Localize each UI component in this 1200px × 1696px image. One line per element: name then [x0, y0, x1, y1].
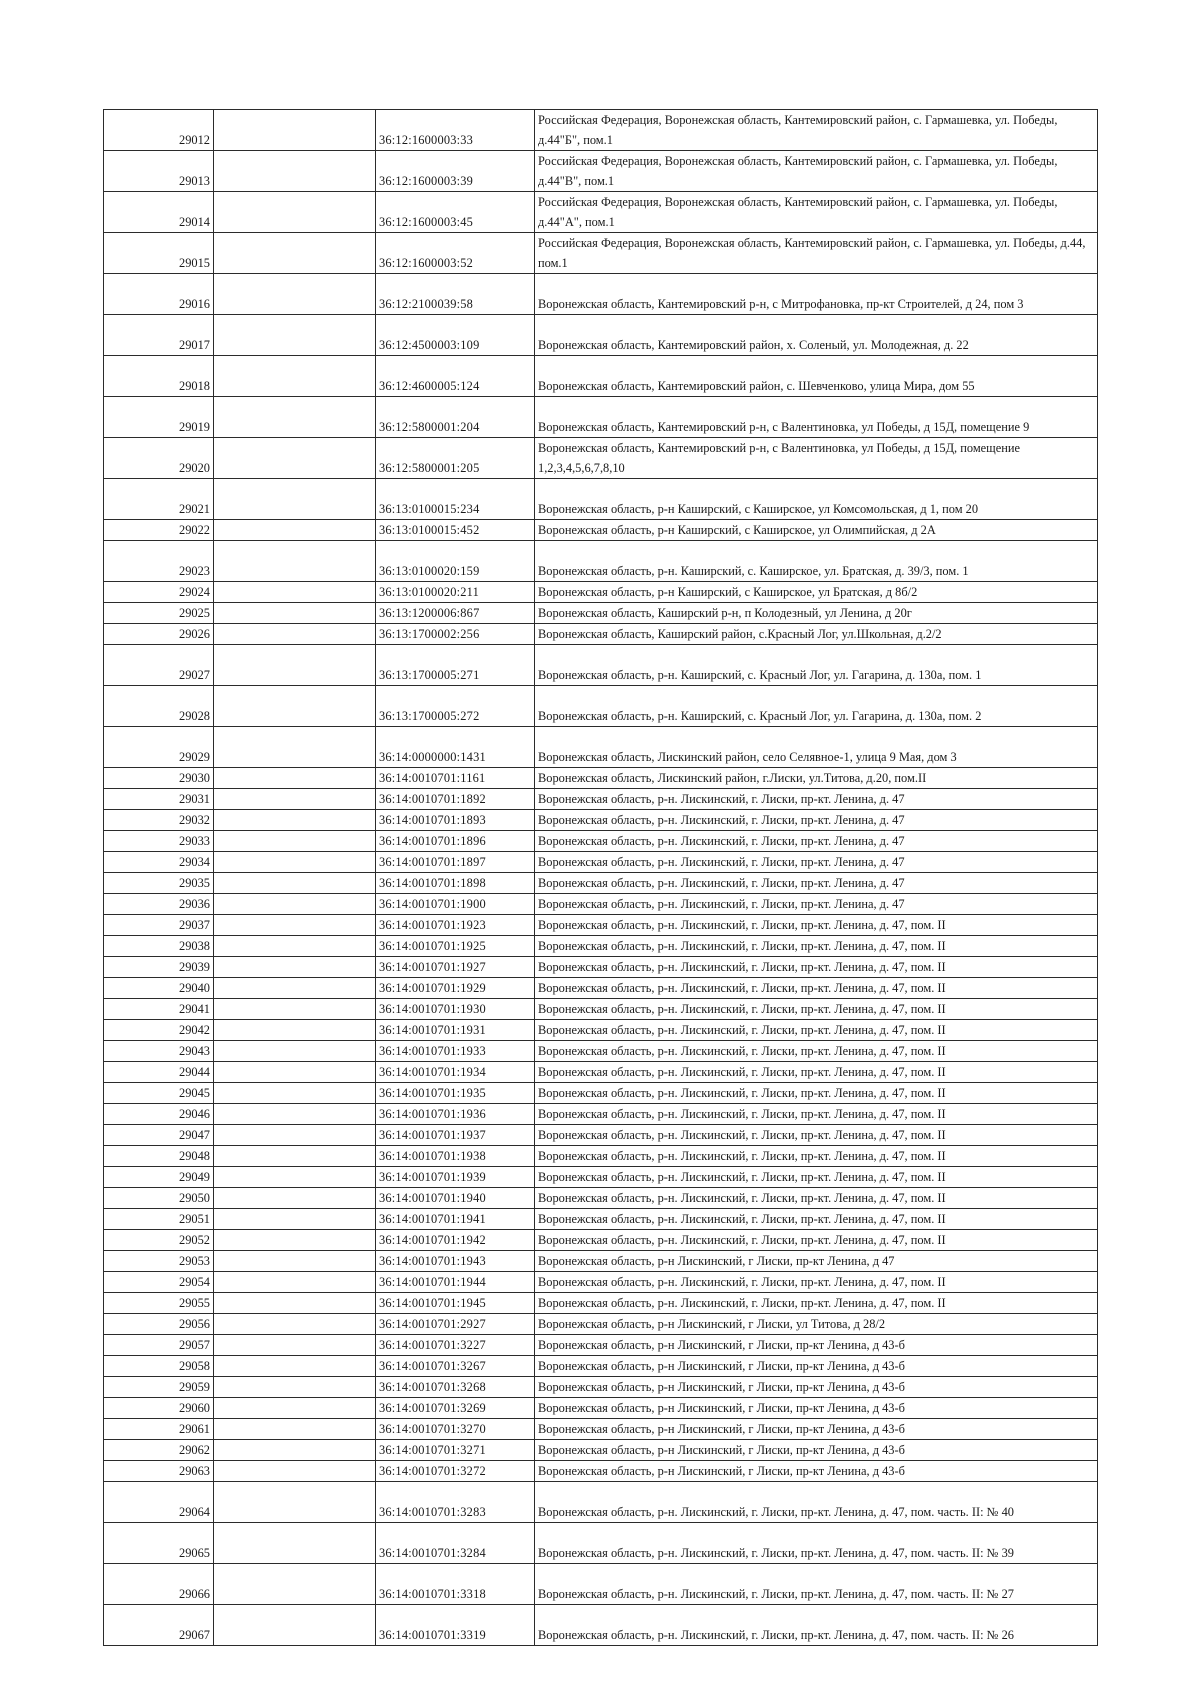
table-row [104, 1377, 1098, 1398]
row-number-cell: 29045 [104, 1083, 214, 1104]
table-row [104, 520, 1098, 541]
row-number-cell: 29062 [104, 1440, 214, 1461]
address-cell: Воронежская область, р-н. Лискинский, г. Лиски, пр-кт. Ленина, д. 47, пом. II [535, 1041, 1098, 1062]
cadastral-number-cell: 36:13:1200006:867 [376, 603, 535, 624]
empty-cell [214, 1146, 376, 1167]
row-number-cell: 29027 [104, 645, 214, 686]
row-number-cell: 29019 [104, 397, 214, 438]
row-number-cell: 29038 [104, 936, 214, 957]
address-cell: Воронежская область, Каширский район, с.Красный Лог, ул.Школьная, д.2/2 [535, 624, 1098, 645]
cadastral-number-cell: 36:14:0010701:1933 [376, 1041, 535, 1062]
row-number-cell: 29065 [104, 1523, 214, 1564]
empty-cell [214, 978, 376, 999]
address-cell: Воронежская область, р-н. Лискинский, г. Лиски, пр-кт. Ленина, д. 47 [535, 810, 1098, 831]
empty-cell [214, 789, 376, 810]
address-cell: Воронежская область, р-н. Лискинский, г. Лиски, пр-кт. Ленина, д. 47, пом. часть. II: № 39 [535, 1523, 1098, 1564]
row-number-cell: 29050 [104, 1188, 214, 1209]
row-number-cell: 29058 [104, 1356, 214, 1377]
cadastral-number-cell: 36:14:0010701:3283 [376, 1482, 535, 1523]
empty-cell [214, 768, 376, 789]
cadastral-number-cell: 36:14:0010701:1893 [376, 810, 535, 831]
empty-cell [214, 1314, 376, 1335]
table-row [104, 686, 1098, 727]
row-number-cell: 29031 [104, 789, 214, 810]
cadastral-number-cell: 36:14:0010701:1936 [376, 1104, 535, 1125]
table-row [104, 1293, 1098, 1314]
empty-cell [214, 1356, 376, 1377]
cadastral-number-cell: 36:12:1600003:52 [376, 233, 535, 274]
table-row [104, 1335, 1098, 1356]
table-row [104, 1167, 1098, 1188]
empty-cell [214, 1125, 376, 1146]
empty-cell [214, 397, 376, 438]
empty-cell [214, 1605, 376, 1646]
cadastral-number-cell: 36:14:0010701:1931 [376, 1020, 535, 1041]
empty-cell [214, 1083, 376, 1104]
table-row [104, 789, 1098, 810]
row-number-cell: 29043 [104, 1041, 214, 1062]
table-row [104, 582, 1098, 603]
table-row [104, 1041, 1098, 1062]
table-row [104, 1188, 1098, 1209]
table-row [104, 727, 1098, 768]
empty-cell [214, 582, 376, 603]
table-row [104, 936, 1098, 957]
table-row [104, 1440, 1098, 1461]
cadastral-number-cell: 36:13:0100020:211 [376, 582, 535, 603]
registry-body [104, 110, 1098, 1646]
table-row [104, 957, 1098, 978]
table-row [104, 1230, 1098, 1251]
address-cell: Воронежская область, р-н. Каширский, с. Красный Лог, ул. Гагарина, д. 130а, пом. 1 [535, 645, 1098, 686]
cadastral-number-cell: 36:14:0010701:1935 [376, 1083, 535, 1104]
address-cell: Воронежская область, р-н. Лискинский, г. Лиски, пр-кт. Ленина, д. 47, пом. II [535, 1230, 1098, 1251]
table-row [104, 1125, 1098, 1146]
table-row [104, 999, 1098, 1020]
empty-cell [214, 1335, 376, 1356]
cadastral-number-cell: 36:14:0010701:1945 [376, 1293, 535, 1314]
cadastral-number-cell: 36:12:1600003:45 [376, 192, 535, 233]
address-cell: Российская Федерация, Воронежская область, Кантемировский район, с. Гармашевка, ул. Победы, д.44"В", пом.1 [535, 151, 1098, 192]
address-cell: Воронежская область, Лискинский район, село Селявное-1, улица 9 Мая, дом 3 [535, 727, 1098, 768]
empty-cell [214, 852, 376, 873]
table-row [104, 1104, 1098, 1125]
table-row [104, 151, 1098, 192]
row-number-cell: 29042 [104, 1020, 214, 1041]
row-number-cell: 29023 [104, 541, 214, 582]
cadastral-number-cell: 36:14:0000000:1431 [376, 727, 535, 768]
cadastral-number-cell: 36:14:0010701:1897 [376, 852, 535, 873]
table-row [104, 1398, 1098, 1419]
row-number-cell: 29017 [104, 315, 214, 356]
empty-cell [214, 1440, 376, 1461]
row-number-cell: 29032 [104, 810, 214, 831]
empty-cell [214, 1209, 376, 1230]
address-cell: Воронежская область, Кантемировский р-н, с Валентиновка, ул Победы, д 15Д, помещение 9 [535, 397, 1098, 438]
table-row [104, 1356, 1098, 1377]
empty-cell [214, 541, 376, 582]
empty-cell [214, 356, 376, 397]
cadastral-number-cell: 36:14:0010701:1929 [376, 978, 535, 999]
address-cell: Воронежская область, р-н. Каширский, с. Красный Лог, ул. Гагарина, д. 130а, пом. 2 [535, 686, 1098, 727]
address-cell: Воронежская область, р-н. Лискинский, г. Лиски, пр-кт. Ленина, д. 47, пом. II [535, 1146, 1098, 1167]
table-row [104, 978, 1098, 999]
address-cell: Воронежская область, р-н. Лискинский, г. Лиски, пр-кт. Ленина, д. 47 [535, 831, 1098, 852]
row-number-cell: 29063 [104, 1461, 214, 1482]
cadastral-number-cell: 36:12:1600003:39 [376, 151, 535, 192]
row-number-cell: 29030 [104, 768, 214, 789]
cadastral-number-cell: 36:14:0010701:1934 [376, 1062, 535, 1083]
cadastral-number-cell: 36:14:0010701:1938 [376, 1146, 535, 1167]
address-cell: Воронежская область, Кантемировский р-н, с Митрофановка, пр-кт Строителей, д 24, пом 3 [535, 274, 1098, 315]
empty-cell [214, 1104, 376, 1125]
row-number-cell: 29055 [104, 1293, 214, 1314]
table-row [104, 1272, 1098, 1293]
address-cell: Российская Федерация, Воронежская область, Кантемировский район, с. Гармашевка, ул. Победы, д.44, пом.1 [535, 233, 1098, 274]
address-cell: Воронежская область, р-н. Лискинский, г. Лиски, пр-кт. Ленина, д. 47 [535, 852, 1098, 873]
empty-cell [214, 192, 376, 233]
empty-cell [214, 1062, 376, 1083]
cadastral-number-cell: 36:14:0010701:1940 [376, 1188, 535, 1209]
cadastral-number-cell: 36:14:0010701:2927 [376, 1314, 535, 1335]
cadastral-number-cell: 36:14:0010701:3284 [376, 1523, 535, 1564]
row-number-cell: 29057 [104, 1335, 214, 1356]
empty-cell [214, 1167, 376, 1188]
empty-cell [214, 999, 376, 1020]
cadastral-number-cell: 36:14:0010701:1925 [376, 936, 535, 957]
address-cell: Воронежская область, р-н. Лискинский, г. Лиски, пр-кт. Ленина, д. 47, пом. II [535, 999, 1098, 1020]
row-number-cell: 29037 [104, 915, 214, 936]
empty-cell [214, 315, 376, 356]
cadastral-number-cell: 36:14:0010701:3272 [376, 1461, 535, 1482]
row-number-cell: 29029 [104, 727, 214, 768]
table-row [104, 894, 1098, 915]
row-number-cell: 29052 [104, 1230, 214, 1251]
cadastral-number-cell: 36:14:0010701:1927 [376, 957, 535, 978]
row-number-cell: 29024 [104, 582, 214, 603]
address-cell: Воронежская область, р-н. Лискинский, г. Лиски, пр-кт. Ленина, д. 47, пом. часть. II: № 27 [535, 1564, 1098, 1605]
address-cell: Воронежская область, р-н Лискинский, г Лиски, пр-кт Ленина, д 43-б [535, 1356, 1098, 1377]
empty-cell [214, 1461, 376, 1482]
cadastral-number-cell: 36:12:5800001:204 [376, 397, 535, 438]
address-cell: Воронежская область, р-н. Каширский, с. Каширское, ул. Братская, д. 39/3, пом. 1 [535, 541, 1098, 582]
cadastral-number-cell: 36:12:4600005:124 [376, 356, 535, 397]
cadastral-number-cell: 36:14:0010701:1923 [376, 915, 535, 936]
empty-cell [214, 1482, 376, 1523]
table-row [104, 1605, 1098, 1646]
table-row [104, 624, 1098, 645]
address-cell: Воронежская область, р-н. Лискинский, г. Лиски, пр-кт. Ленина, д. 47, пом. II [535, 978, 1098, 999]
row-number-cell: 29067 [104, 1605, 214, 1646]
empty-cell [214, 1251, 376, 1272]
cadastral-number-cell: 36:14:0010701:1161 [376, 768, 535, 789]
empty-cell [214, 110, 376, 151]
empty-cell [214, 1564, 376, 1605]
empty-cell [214, 274, 376, 315]
cadastral-number-cell: 36:14:0010701:1942 [376, 1230, 535, 1251]
empty-cell [214, 894, 376, 915]
table-row [104, 110, 1098, 151]
address-cell: Воронежская область, р-н. Лискинский, г. Лиски, пр-кт. Ленина, д. 47, пом. II [535, 1020, 1098, 1041]
address-cell: Воронежская область, р-н. Лискинский, г. Лиски, пр-кт. Ленина, д. 47, пом. часть. II: № 40 [535, 1482, 1098, 1523]
row-number-cell: 29013 [104, 151, 214, 192]
address-cell: Российская Федерация, Воронежская область, Кантемировский район, с. Гармашевка, ул. Победы, д.44"Б", пом.1 [535, 110, 1098, 151]
row-number-cell: 29035 [104, 873, 214, 894]
row-number-cell: 29014 [104, 192, 214, 233]
row-number-cell: 29064 [104, 1482, 214, 1523]
address-cell: Воронежская область, Лискинский район, г.Лиски, ул.Титова, д.20, пом.II [535, 768, 1098, 789]
cadastral-number-cell: 36:14:0010701:1898 [376, 873, 535, 894]
table-row [104, 1062, 1098, 1083]
cadastral-number-cell: 36:14:0010701:3319 [376, 1605, 535, 1646]
row-number-cell: 29018 [104, 356, 214, 397]
table-row [104, 852, 1098, 873]
cadastral-number-cell: 36:14:0010701:3268 [376, 1377, 535, 1398]
table-row [104, 1314, 1098, 1335]
cadastral-number-cell: 36:14:0010701:3227 [376, 1335, 535, 1356]
address-cell: Воронежская область, Кантемировский р-н, с Валентиновка, ул Победы, д 15Д, помещение 1,2,3,4,5,6,7,8,10 [535, 438, 1098, 479]
table-row [104, 1461, 1098, 1482]
empty-cell [214, 1230, 376, 1251]
empty-cell [214, 873, 376, 894]
empty-cell [214, 1272, 376, 1293]
cadastral-number-cell: 36:14:0010701:3269 [376, 1398, 535, 1419]
table-row [104, 438, 1098, 479]
cadastral-number-cell: 36:14:0010701:3318 [376, 1564, 535, 1605]
cadastral-number-cell: 36:14:0010701:1939 [376, 1167, 535, 1188]
row-number-cell: 29016 [104, 274, 214, 315]
empty-cell [214, 233, 376, 274]
row-number-cell: 29060 [104, 1398, 214, 1419]
empty-cell [214, 520, 376, 541]
empty-cell [214, 1377, 376, 1398]
cadastral-number-cell: 36:14:0010701:1930 [376, 999, 535, 1020]
row-number-cell: 29021 [104, 479, 214, 520]
cadastral-number-cell: 36:13:1700005:272 [376, 686, 535, 727]
row-number-cell: 29028 [104, 686, 214, 727]
table-row [104, 768, 1098, 789]
document-page [103, 109, 1097, 1646]
address-cell: Воронежская область, р-н Лискинский, г Лиски, ул Титова, д 28/2 [535, 1314, 1098, 1335]
row-number-cell: 29034 [104, 852, 214, 873]
cadastral-number-cell: 36:13:1700002:256 [376, 624, 535, 645]
row-number-cell: 29053 [104, 1251, 214, 1272]
cadastral-number-cell: 36:14:0010701:3271 [376, 1440, 535, 1461]
address-cell: Воронежская область, р-н Лискинский, г Лиски, пр-кт Ленина, д 43-б [535, 1440, 1098, 1461]
table-row [104, 1209, 1098, 1230]
table-row [104, 645, 1098, 686]
table-row [104, 1482, 1098, 1523]
empty-cell [214, 727, 376, 768]
row-number-cell: 29051 [104, 1209, 214, 1230]
address-cell: Воронежская область, р-н Каширский, с Каширское, ул Братская, д 8б/2 [535, 582, 1098, 603]
address-cell: Воронежская область, р-н. Лискинский, г. Лиски, пр-кт. Ленина, д. 47, пом. II [535, 957, 1098, 978]
address-cell: Воронежская область, р-н Каширский, с Каширское, ул Комсомольская, д 1, пом 20 [535, 479, 1098, 520]
address-cell: Воронежская область, Кантемировский район, х. Соленый, ул. Молодежная, д. 22 [535, 315, 1098, 356]
empty-cell [214, 479, 376, 520]
row-number-cell: 29026 [104, 624, 214, 645]
cadastral-number-cell: 36:12:5800001:205 [376, 438, 535, 479]
empty-cell [214, 936, 376, 957]
cadastral-number-cell: 36:14:0010701:3267 [376, 1356, 535, 1377]
table-row [104, 1020, 1098, 1041]
empty-cell [214, 1398, 376, 1419]
cadastral-number-cell: 36:14:0010701:1943 [376, 1251, 535, 1272]
row-number-cell: 29036 [104, 894, 214, 915]
table-row [104, 192, 1098, 233]
table-row [104, 356, 1098, 397]
row-number-cell: 29056 [104, 1314, 214, 1335]
address-cell: Воронежская область, р-н Лискинский, г Лиски, пр-кт Ленина, д 43-б [535, 1461, 1098, 1482]
registry-table [103, 109, 1098, 1646]
address-cell: Воронежская область, р-н. Лискинский, г. Лиски, пр-кт. Ленина, д. 47, пом. часть. II: № 26 [535, 1605, 1098, 1646]
empty-cell [214, 603, 376, 624]
row-number-cell: 29039 [104, 957, 214, 978]
empty-cell [214, 1523, 376, 1564]
cadastral-number-cell: 36:14:0010701:1900 [376, 894, 535, 915]
address-cell: Воронежская область, р-н. Лискинский, г. Лиски, пр-кт. Ленина, д. 47, пом. II [535, 915, 1098, 936]
row-number-cell: 29040 [104, 978, 214, 999]
table-row [104, 1083, 1098, 1104]
empty-cell [214, 624, 376, 645]
table-row [104, 831, 1098, 852]
table-row [104, 1564, 1098, 1605]
row-number-cell: 29066 [104, 1564, 214, 1605]
address-cell: Воронежская область, р-н. Лискинский, г. Лиски, пр-кт. Ленина, д. 47, пом. II [535, 1062, 1098, 1083]
address-cell: Воронежская область, р-н. Лискинский, г. Лиски, пр-кт. Ленина, д. 47, пом. II [535, 1272, 1098, 1293]
table-row [104, 274, 1098, 315]
table-row [104, 1419, 1098, 1440]
address-cell: Воронежская область, р-н. Лискинский, г. Лиски, пр-кт. Ленина, д. 47, пом. II [535, 1167, 1098, 1188]
table-row [104, 315, 1098, 356]
empty-cell [214, 151, 376, 192]
row-number-cell: 29047 [104, 1125, 214, 1146]
address-cell: Воронежская область, р-н. Лискинский, г. Лиски, пр-кт. Ленина, д. 47, пом. II [535, 1104, 1098, 1125]
address-cell: Воронежская область, р-н. Лискинский, г. Лиски, пр-кт. Ленина, д. 47, пом. II [535, 1083, 1098, 1104]
address-cell: Воронежская область, р-н. Лискинский, г. Лиски, пр-кт. Ленина, д. 47, пом. II [535, 1188, 1098, 1209]
cadastral-number-cell: 36:12:1600003:33 [376, 110, 535, 151]
empty-cell [214, 1188, 376, 1209]
empty-cell [214, 831, 376, 852]
table-row [104, 397, 1098, 438]
table-row [104, 1523, 1098, 1564]
row-number-cell: 29049 [104, 1167, 214, 1188]
row-number-cell: 29041 [104, 999, 214, 1020]
address-cell: Воронежская область, р-н Лискинский, г Лиски, пр-кт Ленина, д 43-б [535, 1377, 1098, 1398]
address-cell: Воронежская область, р-н Лискинский, г Лиски, пр-кт Ленина, д 43-б [535, 1335, 1098, 1356]
row-number-cell: 29044 [104, 1062, 214, 1083]
empty-cell [214, 686, 376, 727]
cadastral-number-cell: 36:14:0010701:3270 [376, 1419, 535, 1440]
cadastral-number-cell: 36:14:0010701:1937 [376, 1125, 535, 1146]
cadastral-number-cell: 36:12:4500003:109 [376, 315, 535, 356]
row-number-cell: 29059 [104, 1377, 214, 1398]
table-row [104, 1251, 1098, 1272]
table-row [104, 873, 1098, 894]
empty-cell [214, 915, 376, 936]
row-number-cell: 29046 [104, 1104, 214, 1125]
address-cell: Воронежская область, Каширский р-н, п Колодезный, ул Ленина, д 20г [535, 603, 1098, 624]
empty-cell [214, 1419, 376, 1440]
table-row [104, 810, 1098, 831]
row-number-cell: 29033 [104, 831, 214, 852]
cadastral-number-cell: 36:13:1700005:271 [376, 645, 535, 686]
address-cell: Воронежская область, р-н. Лискинский, г. Лиски, пр-кт. Ленина, д. 47, пом. II [535, 1293, 1098, 1314]
table-row [104, 915, 1098, 936]
address-cell: Воронежская область, р-н. Лискинский, г. Лиски, пр-кт. Ленина, д. 47 [535, 894, 1098, 915]
cadastral-number-cell: 36:14:0010701:1944 [376, 1272, 535, 1293]
address-cell: Воронежская область, р-н. Лискинский, г. Лиски, пр-кт. Ленина, д. 47 [535, 789, 1098, 810]
empty-cell [214, 810, 376, 831]
address-cell: Воронежская область, р-н. Лискинский, г. Лиски, пр-кт. Ленина, д. 47, пом. II [535, 936, 1098, 957]
cadastral-number-cell: 36:14:0010701:1896 [376, 831, 535, 852]
table-row [104, 603, 1098, 624]
address-cell: Российская Федерация, Воронежская область, Кантемировский район, с. Гармашевка, ул. Победы, д.44"А", пом.1 [535, 192, 1098, 233]
row-number-cell: 29015 [104, 233, 214, 274]
row-number-cell: 29048 [104, 1146, 214, 1167]
cadastral-number-cell: 36:14:0010701:1892 [376, 789, 535, 810]
empty-cell [214, 1293, 376, 1314]
address-cell: Воронежская область, р-н. Лискинский, г. Лиски, пр-кт. Ленина, д. 47 [535, 873, 1098, 894]
table-row [104, 479, 1098, 520]
empty-cell [214, 957, 376, 978]
row-number-cell: 29025 [104, 603, 214, 624]
address-cell: Воронежская область, р-н Лискинский, г Лиски, пр-кт Ленина, д 43-б [535, 1398, 1098, 1419]
empty-cell [214, 1041, 376, 1062]
row-number-cell: 29020 [104, 438, 214, 479]
row-number-cell: 29022 [104, 520, 214, 541]
address-cell: Воронежская область, р-н. Лискинский, г. Лиски, пр-кт. Ленина, д. 47, пом. II [535, 1125, 1098, 1146]
address-cell: Воронежская область, р-н. Лискинский, г. Лиски, пр-кт. Ленина, д. 47, пом. II [535, 1209, 1098, 1230]
row-number-cell: 29054 [104, 1272, 214, 1293]
table-row [104, 233, 1098, 274]
cadastral-number-cell: 36:13:0100015:452 [376, 520, 535, 541]
address-cell: Воронежская область, р-н Лискинский, г Лиски, пр-кт Ленина, д 47 [535, 1251, 1098, 1272]
table-row [104, 1146, 1098, 1167]
empty-cell [214, 1020, 376, 1041]
empty-cell [214, 645, 376, 686]
empty-cell [214, 438, 376, 479]
cadastral-number-cell: 36:14:0010701:1941 [376, 1209, 535, 1230]
address-cell: Воронежская область, р-н Каширский, с Каширское, ул Олимпийская, д 2А [535, 520, 1098, 541]
row-number-cell: 29012 [104, 110, 214, 151]
address-cell: Воронежская область, Кантемировский район, с. Шевченково, улица Мира, дом 55 [535, 356, 1098, 397]
cadastral-number-cell: 36:13:0100015:234 [376, 479, 535, 520]
cadastral-number-cell: 36:13:0100020:159 [376, 541, 535, 582]
address-cell: Воронежская область, р-н Лискинский, г Лиски, пр-кт Ленина, д 43-б [535, 1419, 1098, 1440]
table-row [104, 541, 1098, 582]
row-number-cell: 29061 [104, 1419, 214, 1440]
cadastral-number-cell: 36:12:2100039:58 [376, 274, 535, 315]
